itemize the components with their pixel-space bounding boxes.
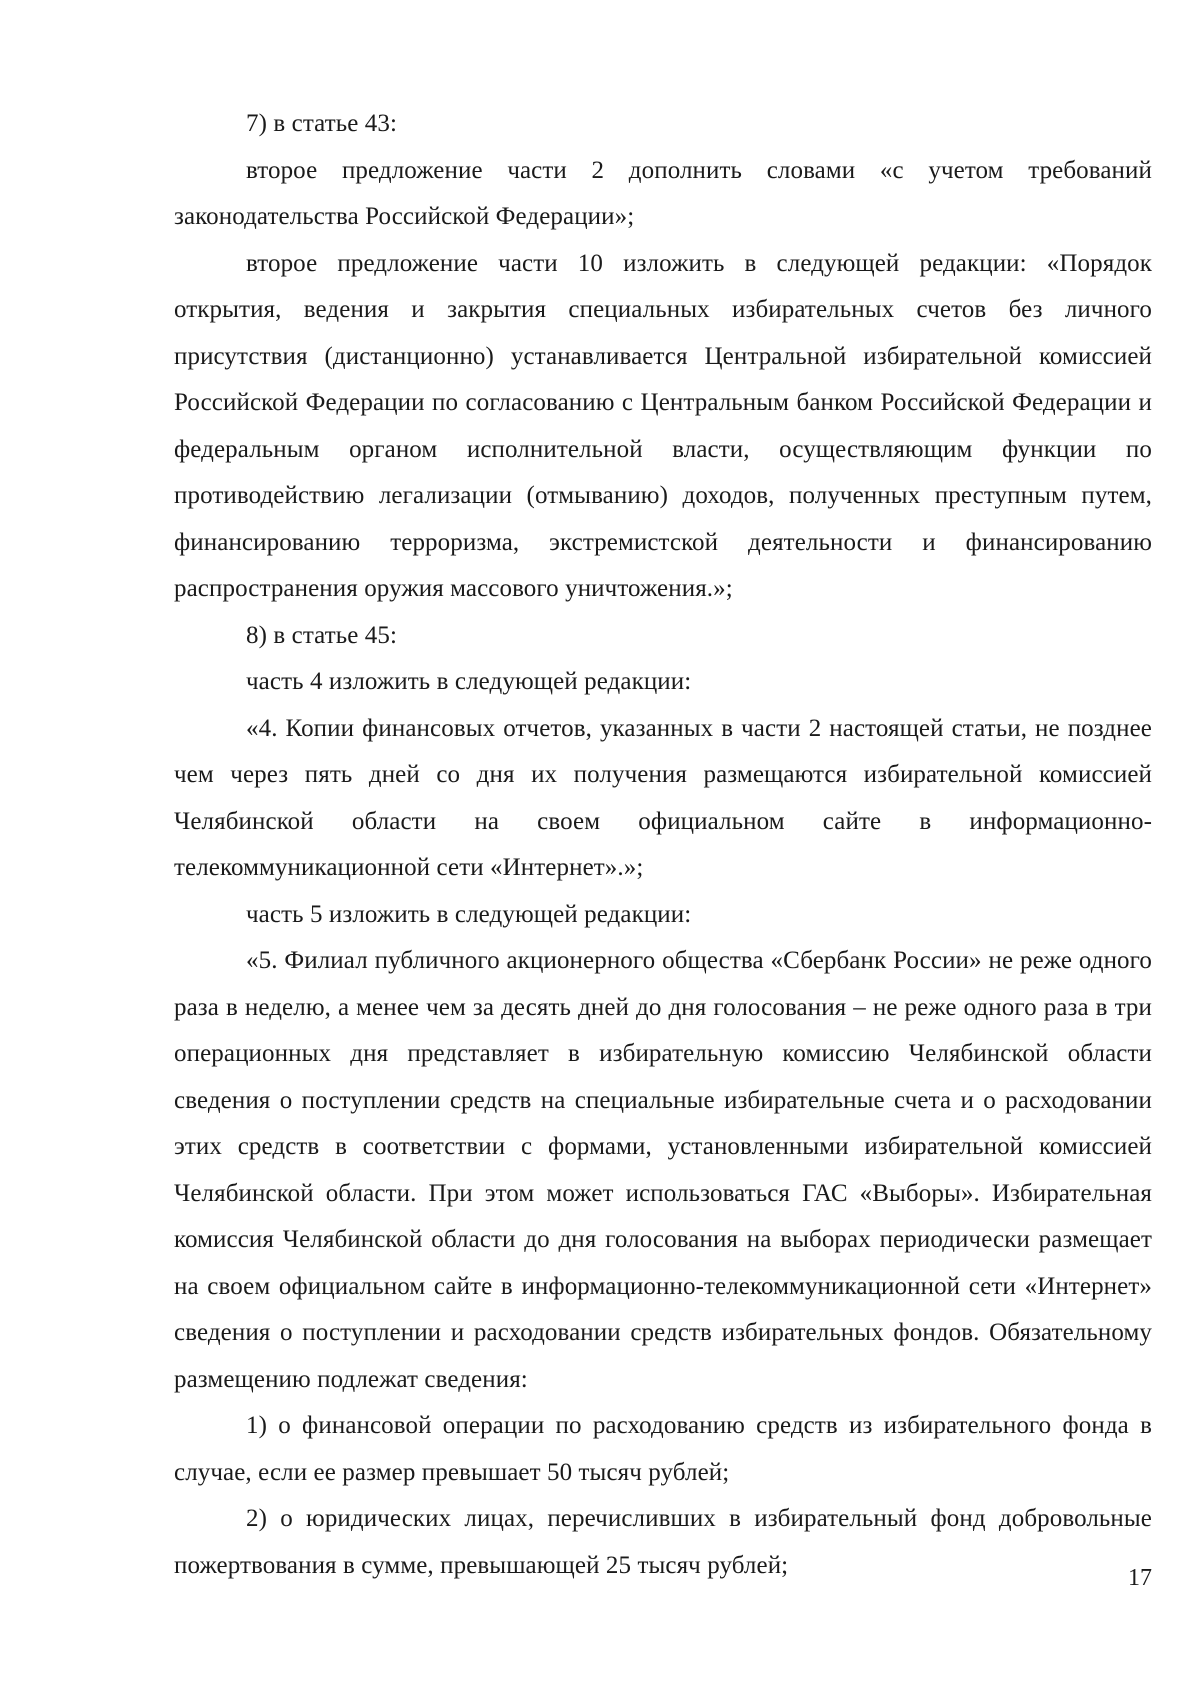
paragraph-part-2-amendment: второе предложение части 2 дополнить словами «с учетом требований законодательства Российской Федерации»; [174, 156, 1152, 230]
document-body [174, 101, 1152, 1589]
paragraph-article-45-heading: 8) в статье 45: [246, 621, 398, 649]
paragraph-part-5-text: «5. Филиал публичного акционерного общества «Сбербанк России» не реже одного раза в неделю, а менее чем за десять дней до дня голосования – не реже одного раза в три операционных дня представляет в избирательную комиссию Челябинской области сведения о поступлении средств на специальные избирательные счета и о расходовании этих средств в соответствии с формами, установленными избирательной комиссией Челябинской области. При этом может использоваться ГАС «Выборы». Избирательная комиссия Челябинской области до дня голосования на выборах периодически размещает на своем официальном сайте в информационно-телекоммуникационной сети «Интернет» сведения о поступлении и расходовании средств избирательных фондов. Обязательному размещению подлежат сведения: [174, 947, 1152, 1393]
paragraph-part-10-amendment: второе предложение части 10 изложить в следующей редакции: «Порядок открытия, ведения и закрытия специальных избирательных счетов без личного присутствия (дистанционно) устанавливается Центральной избирательной комиссией Российской Федерации по согласованию с Центральным банком Российской Федерации и федеральным органом исполнительной власти, осуществляющим функции по противодействию легализации (отмыванию) доходов, полученных преступным путем, финансированию терроризма, экстремистской деятельности и финансированию распространения оружия массового уничтожения.»; [174, 249, 1152, 602]
page-number: 17 [1128, 1565, 1152, 1591]
paragraph-part-5-intro: часть 5 изложить в следующей редакции: [246, 900, 692, 928]
paragraph-item-1: 1) о финансовой операции по расходованию средств из избирательного фонда в случае, если ее размер превышает 50 тысяч рублей; [174, 1412, 1152, 1486]
paragraph-article-43-heading: 7) в статье 43: [246, 110, 398, 137]
paragraph-item-2: 2) о юридических лицах, перечисливших в избирательный фонд добровольные пожертвования в сумме, превышающей 25 тысяч рублей; [174, 1505, 1152, 1579]
paragraph-part-4-text: «4. Копии финансовых отчетов, указанных в части 2 настоящей статьи, не позднее чем через пять дней со дня их получения размещаются избирательной комиссией Челябинской области на своем официальном сайте в информационно-телекоммуникационной сети «Интернет».»; [174, 714, 1152, 881]
paragraph-part-4-intro: часть 4 изложить в следующей редакции: [246, 668, 692, 695]
